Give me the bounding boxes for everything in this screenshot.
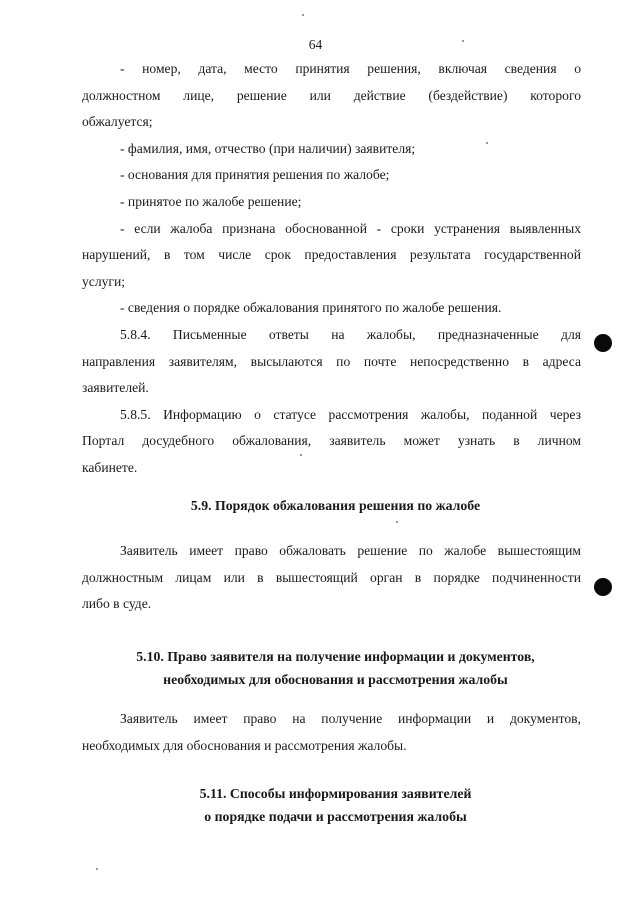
heading-5-9: 5.9. Порядок обжалования решения по жалобе: [190, 498, 481, 513]
scan-speck: [462, 40, 464, 42]
page-number: 64: [308, 37, 323, 52]
list-item-5-line-3: услуги;: [82, 273, 126, 289]
para-585-line-2: Портал досудебного обжалования, заявитель может узнать в личном: [82, 433, 581, 449]
list-item-5-line-1: - если жалоба признана обоснованной - сроки устранения выявленных: [120, 220, 581, 236]
heading-5-11-line-2: о порядке подачи и рассмотрения жалобы: [204, 809, 467, 824]
list-item-3: - основания для принятия решения по жалобе;: [120, 167, 390, 183]
paragraph-5-9: [82, 538, 581, 618]
list-item-1-line-3: обжалуется;: [82, 114, 153, 130]
list-item-2: - фамилия, имя, отчество (при наличии) заявителя;: [120, 140, 416, 156]
list-item-5-line-2: нарушений, в том числе срок предоставления результата государственной: [82, 247, 581, 263]
para-510-line-1: Заявитель имеет право на получение информации и документов,: [120, 711, 581, 726]
punch-hole-bottom: [594, 578, 612, 596]
paragraph-5-10: [82, 706, 581, 759]
para-59-line-3: либо в суде.: [82, 596, 152, 612]
heading-5-11-line-1: 5.11. Способы информирования заявителей: [199, 786, 472, 801]
heading-5-10-line-2: необходимых для обоснования и рассмотрения жалобы: [163, 672, 508, 687]
requirements-list: [82, 56, 581, 482]
scan-speck: [300, 454, 302, 456]
para-584-line-1: 5.8.4. Письменные ответы на жалобы, предназначенные для: [120, 326, 581, 342]
heading-5-11: [0, 782, 631, 828]
heading-5-10-line-1: 5.10. Право заявителя на получение информации и документов,: [136, 649, 535, 664]
scan-speck: [302, 14, 304, 16]
para-510-line-2: необходимых для обоснования и рассмотрения жалобы.: [82, 737, 407, 753]
punch-hole-top: [594, 334, 612, 352]
para-584-line-2: направления заявителям, высылаются по почте непосредственно в адреса: [82, 353, 581, 369]
para-59-line-2: должностным лицам или в вышестоящий орган в порядке подчиненности: [82, 569, 581, 585]
heading-5-10: [0, 645, 631, 691]
list-item-6: - сведения о порядке обжалования принятого по жалобе решения.: [120, 300, 502, 316]
scan-speck: [486, 142, 488, 144]
list-item-4: - принятое по жалобе решение;: [120, 193, 302, 209]
scan-speck: [96, 868, 98, 870]
list-item-1-line-2: должностном лице, решение или действие (бездействие) которого: [82, 87, 581, 103]
para-585-line-1: 5.8.5. Информацию о статусе рассмотрения жалобы, поданной через: [120, 406, 581, 422]
para-59-line-1: Заявитель имеет право обжаловать решение по жалобе вышестоящим: [120, 543, 581, 558]
list-item-1-line-1: - номер, дата, место принятия решения, включая сведения о: [120, 61, 581, 76]
para-584-line-3: заявителей.: [82, 380, 149, 396]
para-585-line-3: кабинете.: [82, 459, 138, 475]
scan-speck: [396, 521, 398, 523]
